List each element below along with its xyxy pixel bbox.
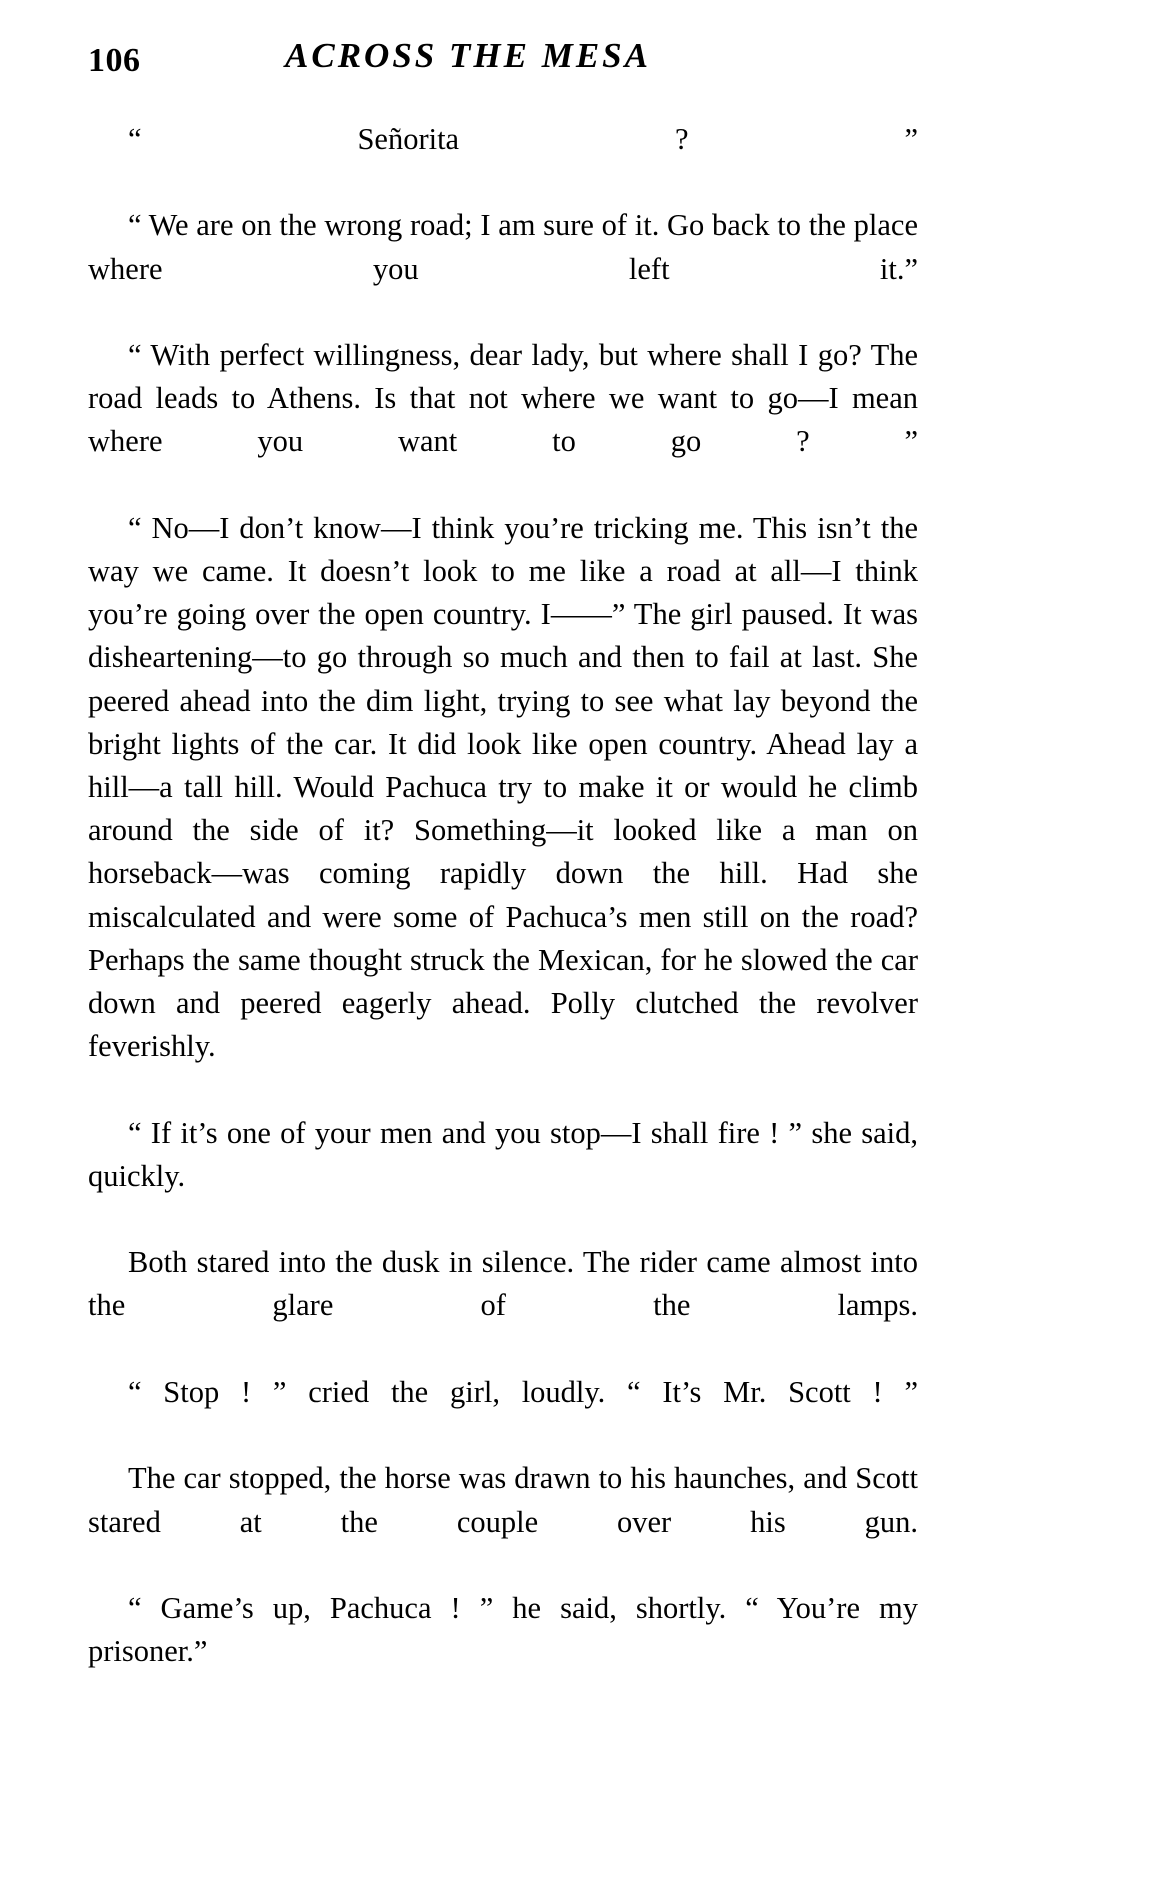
running-title: ACROSS THE MESA — [285, 36, 651, 75]
paragraph: “ Game’s up, Pachuca ! ” he said, shortly. “ You’re my prisoner.” — [88, 1590, 918, 1669]
page-body — [88, 118, 918, 1717]
paragraph: “ We are on the wrong road; I am sure of it. Go back to the place where you left it.” — [88, 208, 918, 286]
paragraph: “ No—I don’t know—I think you’re tricking me. This isn’t the way we came. It doesn’t look to me like a road at all—I think you’re going over the open country. I——” The girl paused. It was disheartening—to go through so much and then to fail at last. She peered ahead into the dim light, trying to see what lay beyond the bright lights of the car. It did look like open country. Ahead lay a hill—a tall hill. Would Pachuca try to make it or would he climb around the side of it? Something—it looked like a man on horseback—was coming rapidly down the hill. Had she miscalculated and were some of Pachuca’s men still on the road? Perhaps the same thought struck the Mexican, for he slowed the car down and peered eagerly ahead. Polly clutched the revolver feverishly. — [88, 510, 918, 1064]
page-number: 106 — [88, 42, 141, 79]
page-header — [88, 36, 848, 86]
paragraph: Both stared into the dusk in silence. The rider came almost into the glare of the lamps. — [88, 1245, 918, 1323]
paragraph: “ Stop ! ” cried the girl, loudly. “ It’s Mr. Scott ! ” — [128, 1374, 918, 1409]
paragraph: “ Señorita ? ” — [128, 122, 918, 156]
paragraph: “ With perfect willingness, dear lady, but where shall I go? The road leads to Athens. Is that not where we want to go—I mean where you want to go ? ” — [88, 338, 918, 459]
paragraph: The car stopped, the horse was drawn to his haunches, and Scott stared at the couple over his gun. — [88, 1461, 918, 1539]
paragraph: “ If it’s one of your men and you stop—I shall fire ! ” she said, quickly. — [88, 1115, 918, 1193]
